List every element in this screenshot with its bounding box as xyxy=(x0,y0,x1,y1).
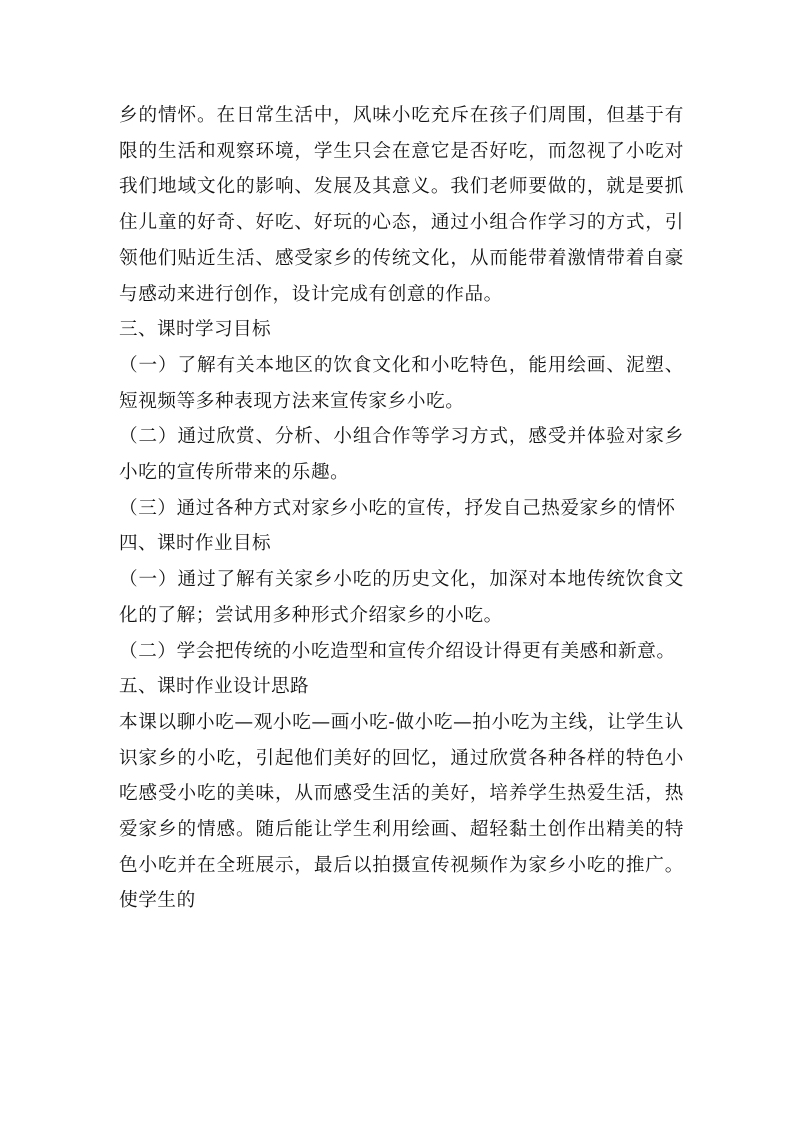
paragraph-intro: 乡的情怀。在日常生活中，风味小吃充斥在孩子们周围，但基于有限的生活和观察环境，学生只会在意它是否好吃，而忽视了小吃对我们地域文化的影响、发展及其意义。我们老师要做的，就是要抓住儿童的好奇、好吃、好玩的心态，通过小组合作学习的方式，引领他们贴近生活、感受家乡的传统文化，从而能带着激情带着自豪与感动来进行创作，设计完成有创意的作品。 xyxy=(119,105,684,305)
learning-goal-2: （二）通过欣赏、分析、小组合作等学习方式，感受并体验对家乡小吃的宣传所带来的乐趣。 xyxy=(119,426,684,484)
learning-goal-1: （一）了解有关本地区的饮食文化和小吃特色，能用绘画、泥塑、短视频等多种表现方法来宣传家乡小吃。 xyxy=(119,354,684,412)
section-heading-5: 五、课时作业设计思路 xyxy=(119,676,309,698)
section-heading-3: 三、课时学习目标 xyxy=(119,319,271,341)
paragraph-design-idea: 本课以聊小吃—观小吃—画小吃-做小吃—拍小吃为主线，让学生认识家乡的小吃，引起他们美好的回忆，通过欣赏各种各样的特色小吃感受小吃的美味，从而感受生活的美好，培养学生热爱生活，热爱家乡的情感。随后能让学生利用绘画、超轻黏土创作出精美的特色小吃并在全班展示，最后以拍摄宣传视频作为家乡小吃的推广。使学生的 xyxy=(119,711,684,912)
homework-goal-2: （二）学会把传统的小吃造型和宣传介绍设计得更有美感和新意。 xyxy=(119,640,676,662)
learning-goal-3: （三）通过各种方式对家乡小吃的宣传，抒发自己热爱家乡的情怀 xyxy=(119,497,676,519)
section-heading-4: 四、课时作业目标 xyxy=(119,533,271,555)
document-body xyxy=(119,98,684,919)
homework-goal-1: （一）通过了解有关家乡小吃的历史文化，加深对本地传统饮食文化的了解；尝试用多种形式介绍家乡的小吃。 xyxy=(119,569,684,626)
